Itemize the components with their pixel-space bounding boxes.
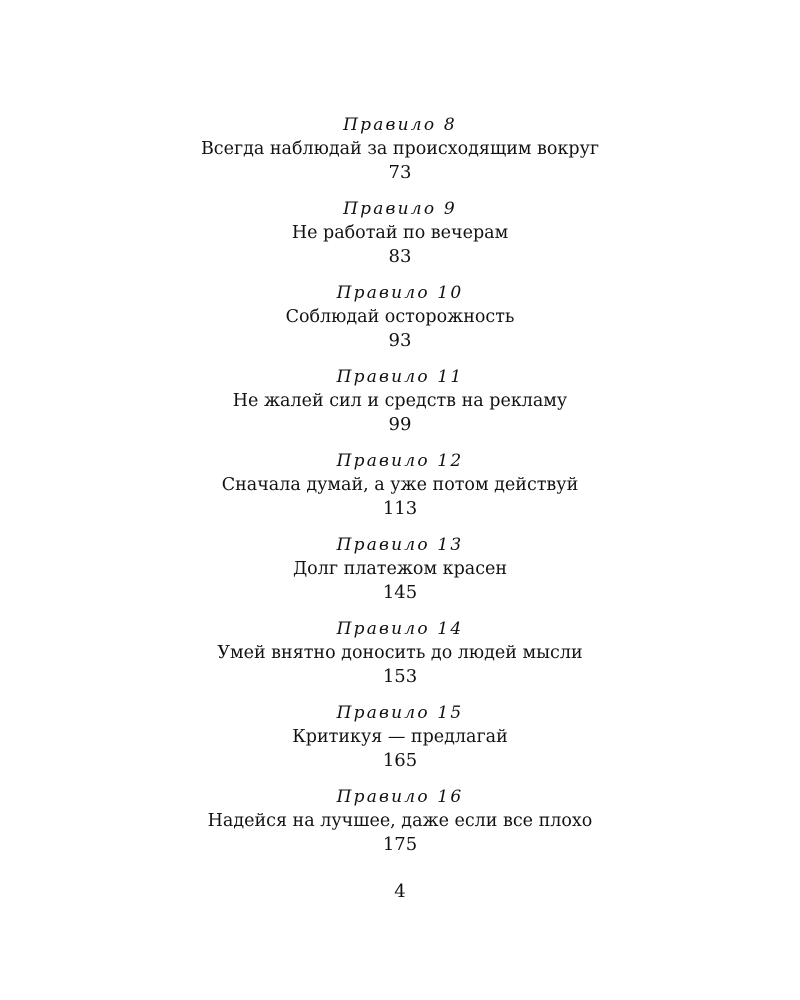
rule-page-number: 83	[388, 246, 412, 267]
toc-entry	[0, 366, 800, 450]
rule-label: Правило 8	[343, 115, 457, 135]
rule-label: Правило 11	[336, 367, 464, 387]
rule-page-number: 99	[388, 414, 412, 435]
rule-label: Правило 12	[336, 451, 464, 471]
toc-entry	[0, 786, 800, 870]
rule-title: Не жалей сил и средств на рекламу	[232, 391, 568, 411]
rule-title: Не работай по вечерам	[291, 223, 509, 243]
page-number: 4	[394, 881, 406, 902]
rule-title: Всегда наблюдай за происходящим вокруг	[200, 139, 600, 159]
rule-page-number: 153	[382, 666, 418, 687]
toc-entry	[0, 618, 800, 702]
toc-entry	[0, 450, 800, 534]
rule-page-number: 175	[382, 834, 418, 855]
rule-page-number: 165	[382, 750, 418, 771]
rule-page-number: 113	[382, 498, 418, 519]
rule-label: Правило 10	[336, 283, 464, 303]
rule-title: Соблюдай осторожность	[285, 307, 515, 327]
rule-page-number: 145	[382, 582, 418, 603]
rule-title: Критикуя — предлагай	[292, 727, 508, 747]
rule-page-number: 93	[388, 330, 412, 351]
toc-entry	[0, 282, 800, 366]
table-of-contents	[0, 114, 800, 870]
rule-title: Долг платежом красен	[292, 559, 508, 579]
toc-entry	[0, 534, 800, 618]
toc-entry	[0, 198, 800, 282]
rule-label: Правило 13	[336, 535, 464, 555]
rule-title: Надейся на лучшее, даже если все плохо	[207, 811, 593, 831]
rule-label: Правило 9	[343, 199, 457, 219]
rule-label: Правило 14	[336, 619, 464, 639]
rule-label: Правило 16	[336, 787, 464, 807]
rule-title: Умей внятно доносить до людей мысли	[217, 643, 583, 663]
rule-label: Правило 15	[336, 703, 464, 723]
rule-title: Сначала думай, а уже потом действуй	[221, 475, 579, 495]
rule-page-number: 73	[388, 162, 412, 183]
toc-entry	[0, 114, 800, 198]
toc-entry	[0, 702, 800, 786]
